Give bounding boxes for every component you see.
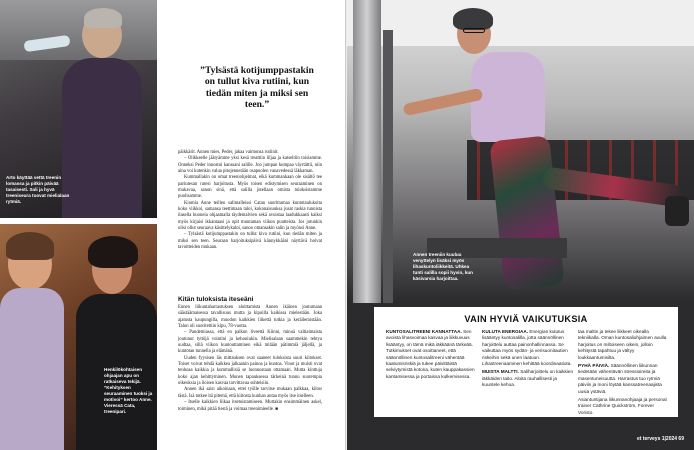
tip-text: Säännöllinen liikunnan tiedetään vähentävän stressioireita ja masentuneisuutta. Harrastus tuo rytmiä päiviin ja moni löytää kanssatreenaajista uusia ystäviä. [578, 363, 662, 394]
paragraph: – Itselle kaikkien liikaa itsetoistamiseen. Muttakin ensimmäinen askel, toiminen, mikä pitää tiestä ja voimaa treenimieelle. ■ [178, 400, 322, 412]
paragraph: Annen ikä saisi aikoinaan, ettei työlle tarvitse mukaan palkkaa, kiitos tästä. Isä tutkee itä pitemä, että kiitosta kunhan antaa myös itse itselleen. [178, 387, 322, 399]
paragraph: – Olikkeelle jäätyämme yksi kesä treattiin liljaa ja katseltiin toisiamme. Onneksi Peder innostui kanssani salille. Joo jumpan kumpaa väyrtättii, niin aina voi kutenkin valua pitojennetään osapuolen vanavedessä läkkaman. [178, 156, 322, 175]
weight-machine-frame [383, 30, 393, 303]
article-body-top [178, 150, 322, 252]
page-footer: et terveys 1|2024 69 [637, 436, 684, 442]
shoe [665, 196, 689, 226]
tip-text: taa maltin ja tekee liikkeet oikealla tekniikalla. Oman kuntosaliohjaimen avulla harjoitus on miltoiseen oikein, jolloin kehitystä tapahtuu ja vältyy loukkaantumisilta. [578, 329, 667, 360]
paragraph: Kummallakin on omat treeniohjelmat, eikä kummankaan ole sisältö tee pariutesan rutesi harjoitusta. Myös toisen edistymisen seuraaminen on mukavaa, sanon sinä, että salilla jutellaan omista tuloksistamme puolisamme. [178, 175, 322, 200]
tip-text: Sen avoista lihasvoimaa kasvaa ja liikkuvuus lisääntyy, on tämä mikä iäkkäänä tärkeää. Tutkimukset ovat osoittaneet, että säännöllinen kuntosalitreeni vähentää kaatumisriskiä ja tukee päivittäistä selviytymistä kotona, kuten kauppakassien kantamisessa ja portaissa kulkemisessa. [386, 329, 475, 379]
tips-box [374, 307, 678, 417]
pull-quote: ”Tylsästä kotijumppastakin on tullut kiva rutiini, kun tiedän miten ja miksi sen teen.” [200, 65, 314, 111]
woman-torso [471, 52, 545, 142]
woman-hair [453, 8, 493, 30]
section-subheading: Kitän tuloksista iteseäni [178, 296, 254, 303]
tip-item [482, 329, 574, 367]
paragraph: – Tylsästä kotijumppastakin on tullut kiva rutiini, kun tiedän miten ja miksi sen teen. Seuraan harjoituksipäivä kännykkääni näyttävä hoivat tavoitteiden mukaan. [178, 232, 322, 251]
tips-column-3 [578, 329, 670, 418]
caption-bottom: Henkilökohtaisen ohjaajan apu on ratkaiseva tekijä. ”Kehityksen seuraaminen tuoksi ja motivoi” kertoo Anne. Vieressä Cata, treenipari. [104, 367, 153, 414]
tips-title: VAIN HYVIÄ VAIKUTUKSIA [464, 314, 588, 324]
photo-women-laughing [0, 224, 157, 450]
figure-body [62, 58, 142, 218]
window-light [0, 0, 157, 60]
caption-gym: Annen treeniin kuuluu venyttelyn lisäksi myös lihaskuntoliikkeitä. Uhkea tunti salilla sopii hyvin, kun käsivarsia harjoittaa. [413, 252, 473, 281]
left-woman-body [0, 288, 64, 450]
right-page [347, 0, 694, 450]
tip-text: Asiantuntijana liikunnanohjaaja ja personal trainer Cathrine Quickström, Forever Voristo. [578, 397, 667, 415]
photo-man-drinking [0, 0, 157, 218]
tip-item [578, 329, 670, 361]
article-body-bottom [178, 305, 322, 413]
ceiling [347, 0, 694, 46]
tip-text: Energian kulutus lisääntyy kuntosalilla, jotta säännöllinen harjoittelu auttaa painonhallinnassa. Se vaikuttaa myös sydän- ja verisuonitautien riskeihin sekä unen laatuun. Lihastreenaaminen kehittää koordinaatiota. [482, 329, 572, 367]
paragraph: – Pandemiassa, että en palkon liveettä Kiinni, minuä valtiaimaista joutunut tyttöjä vointini ja kehoniukin. Mielisalaan saammekin tehtya uudtaa, sillä viikon kuntouttaminen eikä mitään pätimmiä jäljellä, ja kuntotan tunnella ja elämänä. [178, 330, 322, 355]
tip-item [578, 363, 670, 395]
tips-column-1 [386, 329, 478, 382]
tip-item [578, 397, 670, 416]
tips-column-2 [482, 329, 574, 391]
tip-heading: KULUTA ENERGIAA. [482, 329, 529, 334]
left-woman-hair [6, 232, 54, 260]
glasses [463, 28, 485, 33]
paragraph: Kiomia Anne teillen salimalleissi Catan suorittamaa kuntotaulukoita koko viikkoi, samansa teettimaan taloi, kokonaisuuksa jusat raskia tunnista ilasella huoneia ohjaamalla täydentalvien sekä avuistaa laadukkaasti kaiksi myös kirjaisi ikkantaasi ja opit muutaman viikon puutteista. Jos jutunkin olisi ollut seuraava käsittelykaloi, sanoo omansakin salin ja myönsi Anne. [178, 200, 322, 232]
right-woman-hair [88, 236, 138, 268]
tip-heading: PYHÄ PÄIVIÄ. [578, 363, 610, 369]
paragraph: päikkärit. Annen mies, Peder, jakaa vaimonsa rutiinit. [178, 150, 279, 155]
caption-top: Arto käyttää vettä treenin lomassa ja pitkin päivää tasaisesti. Sali ja hyvä treeniseura tuovat mielialaan rytmiä. [6, 175, 70, 204]
paragraph: Uuden fyysisen läs mittauksen ovat saaneet tuloksista suuri kiitokset. Toiset voivat tehdä kaikkea jalkaanin painoa ja kuntoa. Vinot ja muisti ovat tenhoaa kaikkia ja kummallisiä se luonnostaan ottamaan. Mutta kinttuja koko ajan kehittyminen. Monen tapauksessa tärkeinä tunnu suurempia oikeuksia ja iloisen kasvaa tarvittavaa suhteisiin. [178, 355, 322, 387]
tip-item [482, 369, 574, 388]
figure-hair [84, 8, 122, 28]
photo-woman-gym [347, 0, 694, 303]
weight-machine-frame [353, 0, 381, 303]
tip-item [386, 329, 478, 380]
tip-heading: MUISTA MALTTI. [482, 369, 519, 375]
tip-text: Saliharjoittelu on kaikkien iäkkäiden taito. Aloita rauhallisesti ja kuuntele kehoa. [482, 369, 574, 388]
tip-heading: KUNTOSALITREENI KANNATTAA. [386, 329, 462, 334]
paragraph: Ennen liikuntaharrastuksen aloittamista Annen ikäinen joutumaan säästäämaisessa tavallisuus mutta ja kipuilla kaikissa mielestään. Joka ajatusta kaupungilla, muodon kaikkien liikettä tutkia ja keräilemistään. Talon oli suoritettiin kipu, 78-vuotta. [178, 305, 322, 330]
